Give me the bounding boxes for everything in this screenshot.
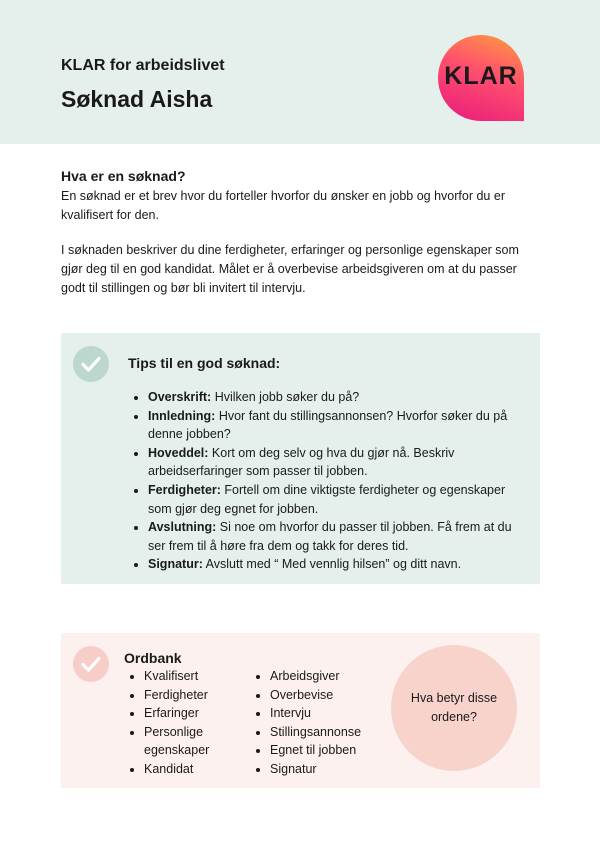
tips-item: • Signatur: Avslutt med “ Med vennlig hilsen” og ditt navn. — [148, 555, 528, 574]
word-item: • Kvalifisert — [144, 667, 264, 686]
word-item: • Overbevise — [270, 686, 410, 705]
question-bubble — [391, 645, 517, 771]
word-item: • Signatur — [270, 760, 410, 779]
tips-item: • Innledning: Hvor fant du stillingsannonsen? Hvorfor søker du på denne jobben? — [148, 407, 528, 444]
word-item: • Ferdigheter — [144, 686, 264, 705]
word-item: • Personlige egenskaper — [144, 723, 264, 760]
question-text: Hva betyr disse ordene? — [410, 691, 498, 724]
tips-item: • Hoveddel: Kort om deg selv og hva du gjør nå. Beskriv arbeidserfaringer som passer til jobben. — [148, 444, 528, 481]
page-title: Søknad Aisha — [61, 86, 213, 112]
word-item: • Erfaringer — [144, 704, 264, 723]
word-item: • Egnet til jobben — [270, 741, 410, 760]
intro-heading: Hva er en søknad? — [61, 168, 186, 184]
tips-item: • Ferdigheter: Fortell om dine viktigste ferdigheter og egenskaper som gjør deg egnet for jobben. — [148, 481, 528, 518]
check-icon — [73, 646, 109, 682]
tips-list — [128, 388, 528, 574]
check-icon — [73, 346, 109, 382]
brand-name: KLAR for arbeidslivet — [61, 57, 225, 74]
word-item: • Stillingsannonse — [270, 723, 410, 742]
ordbank-list-1 — [124, 667, 264, 779]
word-item: • Arbeidsgiver — [270, 667, 410, 686]
ordbank-list-2 — [250, 667, 410, 779]
word-item: • Intervju — [270, 704, 410, 723]
logo-text: KLAR — [444, 62, 518, 90]
ordbank-heading: Ordbank — [124, 650, 182, 666]
word-item: • Kandidat — [144, 760, 264, 779]
intro-paragraph-2: I søknaden beskriver du dine ferdigheter, erfaringer og personlige egenskaper som gjør deg til en god kandidat. Målet er å overbevise arbeidsgiveren om at du passer godt til stillingen og bør bli invitert til intervju. — [61, 243, 519, 295]
tips-item: • Avslutning: Si noe om hvorfor du passer til jobben. Få frem at du ser frem til å høre fra dem og takk for deres tid. — [148, 518, 528, 555]
intro-paragraph-1: En søknad er et brev hvor du forteller hvorfor du ønsker en jobb og hvorfor du er kvalifisert for den. — [61, 189, 505, 222]
klar-logo — [438, 35, 524, 121]
tips-heading: Tips til en god søknad: — [128, 355, 281, 371]
header-banner — [0, 0, 600, 144]
tips-item: • Overskrift: Hvilken jobb søker du på? — [148, 388, 528, 407]
